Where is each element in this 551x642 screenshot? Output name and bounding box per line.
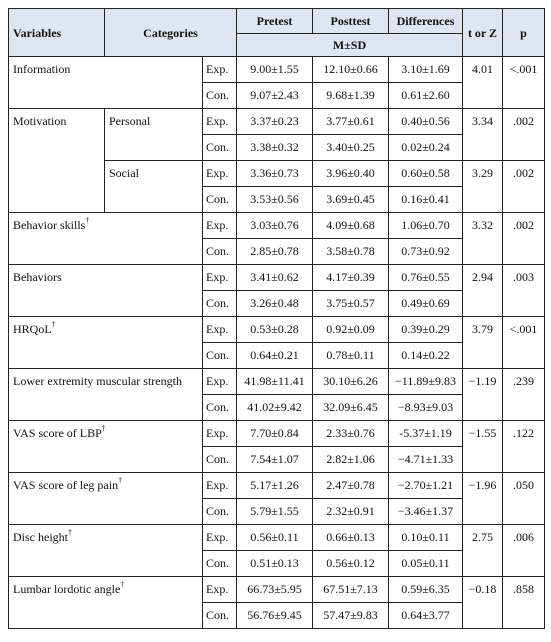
posttest-value: 0.78±0.11 bbox=[313, 343, 389, 369]
table-body bbox=[9, 57, 545, 629]
difference-value: −4.71±1.33 bbox=[389, 447, 463, 473]
table-row bbox=[9, 317, 545, 343]
variable-cell bbox=[9, 421, 203, 473]
difference-value: 0.40±0.56 bbox=[389, 109, 463, 135]
t-or-z-value: −0.18 bbox=[463, 577, 503, 629]
group-exp-label: Exp. bbox=[203, 265, 237, 291]
difference-value: −3.46±1.37 bbox=[389, 499, 463, 525]
posttest-value: 4.09±0.68 bbox=[313, 213, 389, 239]
pretest-value: 3.53±0.56 bbox=[237, 187, 313, 213]
p-value: .003 bbox=[503, 265, 545, 317]
header-row bbox=[9, 9, 545, 34]
group-exp-label: Exp. bbox=[203, 525, 237, 551]
pretest-value: 0.64±0.21 bbox=[237, 343, 313, 369]
group-exp-label: Exp. bbox=[203, 369, 237, 395]
posttest-value: 12.10±0.66 bbox=[313, 57, 389, 83]
variable-cell bbox=[9, 525, 203, 577]
pretest-value: 3.26±0.48 bbox=[237, 291, 313, 317]
p-value: .006 bbox=[503, 525, 545, 577]
table-row bbox=[9, 213, 545, 239]
header-variables: Variables bbox=[9, 9, 105, 57]
variable-label: Disc height bbox=[13, 530, 68, 544]
table-row bbox=[9, 473, 545, 499]
posttest-value: 0.66±0.13 bbox=[313, 525, 389, 551]
variable-label: HRQoL bbox=[13, 322, 52, 336]
pretest-value: 3.03±0.76 bbox=[237, 213, 313, 239]
difference-value: -5.37±1.19 bbox=[389, 421, 463, 447]
t-or-z-value: 2.94 bbox=[463, 265, 503, 317]
group-con-label: Con. bbox=[203, 447, 237, 473]
t-or-z-value: −1.55 bbox=[463, 421, 503, 473]
t-or-z-value: 2.75 bbox=[463, 525, 503, 577]
group-exp-label: Exp. bbox=[203, 57, 237, 83]
difference-value: 0.16±0.41 bbox=[389, 187, 463, 213]
difference-value: −11.89±9.83 bbox=[389, 369, 463, 395]
posttest-value: 30.10±6.26 bbox=[313, 369, 389, 395]
pretest-value: 56.76±9.45 bbox=[237, 603, 313, 629]
group-con-label: Con. bbox=[203, 551, 237, 577]
p-value: .239 bbox=[503, 369, 545, 421]
pretest-value: 3.37±0.23 bbox=[237, 109, 313, 135]
dagger-footnote-mark: † bbox=[51, 320, 56, 329]
variable-cell bbox=[9, 317, 203, 369]
header-t-or-z: t or Z bbox=[463, 9, 503, 57]
group-exp-label: Exp. bbox=[203, 161, 237, 187]
variable-label: Behavior skills bbox=[13, 218, 86, 232]
dagger-footnote-mark: † bbox=[85, 216, 90, 225]
table-row bbox=[9, 57, 545, 83]
pretest-value: 9.07±2.43 bbox=[237, 83, 313, 109]
group-con-label: Con. bbox=[203, 395, 237, 421]
variable-cell bbox=[9, 369, 203, 421]
posttest-value: 67.51±7.13 bbox=[313, 577, 389, 603]
dagger-footnote-mark: † bbox=[120, 580, 125, 589]
variable-cell bbox=[9, 213, 203, 265]
dagger-footnote-mark: † bbox=[118, 476, 123, 485]
header-posttest: Posttest bbox=[313, 9, 389, 34]
p-value: <.001 bbox=[503, 317, 545, 369]
difference-value: 0.14±0.22 bbox=[389, 343, 463, 369]
variable-label: Information bbox=[13, 62, 71, 76]
difference-value: −8.93±9.03 bbox=[389, 395, 463, 421]
p-value: .858 bbox=[503, 577, 545, 629]
pretest-value: 3.41±0.62 bbox=[237, 265, 313, 291]
pretest-value: 41.98±11.41 bbox=[237, 369, 313, 395]
difference-value: 0.64±3.77 bbox=[389, 603, 463, 629]
variable-cell bbox=[9, 473, 203, 525]
pretest-value: 2.85±0.78 bbox=[237, 239, 313, 265]
group-con-label: Con. bbox=[203, 239, 237, 265]
pretest-value: 0.53±0.28 bbox=[237, 317, 313, 343]
pretest-value: 41.02±9.42 bbox=[237, 395, 313, 421]
table-row bbox=[9, 265, 545, 291]
difference-value: 0.61±2.60 bbox=[389, 83, 463, 109]
pretest-value: 7.54±1.07 bbox=[237, 447, 313, 473]
group-exp-label: Exp. bbox=[203, 473, 237, 499]
header-pretest: Pretest bbox=[237, 9, 313, 34]
difference-value: 1.06±0.70 bbox=[389, 213, 463, 239]
posttest-value: 2.32±0.91 bbox=[313, 499, 389, 525]
difference-value: 0.60±0.58 bbox=[389, 161, 463, 187]
group-exp-label: Exp. bbox=[203, 109, 237, 135]
variable-label: Lumbar lordotic angle bbox=[13, 582, 121, 596]
subcategory-cell: Social bbox=[105, 161, 203, 213]
pretest-value: 0.51±0.13 bbox=[237, 551, 313, 577]
variable-label: Motivation bbox=[13, 114, 67, 128]
difference-value: −2.70±1.21 bbox=[389, 473, 463, 499]
pretest-value: 5.79±1.55 bbox=[237, 499, 313, 525]
difference-value: 0.10±0.11 bbox=[389, 525, 463, 551]
dagger-footnote-mark: † bbox=[101, 424, 106, 433]
group-con-label: Con. bbox=[203, 291, 237, 317]
p-value: .050 bbox=[503, 473, 545, 525]
variable-cell bbox=[9, 57, 203, 109]
p-value: .002 bbox=[503, 161, 545, 213]
posttest-value: 57.47±9.83 bbox=[313, 603, 389, 629]
posttest-value: 9.68±1.39 bbox=[313, 83, 389, 109]
difference-value: 0.59±6.35 bbox=[389, 577, 463, 603]
posttest-value: 2.47±0.78 bbox=[313, 473, 389, 499]
variable-cell bbox=[9, 109, 105, 213]
group-con-label: Con. bbox=[203, 343, 237, 369]
pretest-value: 3.38±0.32 bbox=[237, 135, 313, 161]
header-differences: Differences bbox=[389, 9, 463, 34]
p-value: .002 bbox=[503, 213, 545, 265]
group-exp-label: Exp. bbox=[203, 213, 237, 239]
difference-value: 3.10±1.69 bbox=[389, 57, 463, 83]
pretest-value: 5.17±1.26 bbox=[237, 473, 313, 499]
variable-label: Lower extremity muscular strength bbox=[13, 374, 182, 388]
variable-cell bbox=[9, 577, 203, 629]
group-exp-label: Exp. bbox=[203, 577, 237, 603]
dagger-footnote-mark: † bbox=[68, 528, 72, 537]
difference-value: 0.05±0.11 bbox=[389, 551, 463, 577]
group-con-label: Con. bbox=[203, 83, 237, 109]
difference-value: 0.02±0.24 bbox=[389, 135, 463, 161]
difference-value: 0.76±0.55 bbox=[389, 265, 463, 291]
group-exp-label: Exp. bbox=[203, 421, 237, 447]
t-or-z-value: 3.29 bbox=[463, 161, 503, 213]
variable-label: VAS score of leg pain bbox=[13, 478, 119, 492]
p-value: <.001 bbox=[503, 57, 545, 109]
pretest-value: 0.56±0.11 bbox=[237, 525, 313, 551]
posttest-value: 3.77±0.61 bbox=[313, 109, 389, 135]
posttest-value: 2.33±0.76 bbox=[313, 421, 389, 447]
group-con-label: Con. bbox=[203, 603, 237, 629]
posttest-value: 3.96±0.40 bbox=[313, 161, 389, 187]
posttest-value: 0.92±0.09 bbox=[313, 317, 389, 343]
posttest-value: 3.69±0.45 bbox=[313, 187, 389, 213]
results-table bbox=[8, 8, 545, 629]
pretest-value: 9.00±1.55 bbox=[237, 57, 313, 83]
variable-label: Behaviors bbox=[13, 270, 62, 284]
table-row bbox=[9, 525, 545, 551]
subcategory-cell: Personal bbox=[105, 109, 203, 161]
p-value: .002 bbox=[503, 109, 545, 161]
table-row bbox=[9, 421, 545, 447]
pretest-value: 3.36±0.73 bbox=[237, 161, 313, 187]
group-con-label: Con. bbox=[203, 499, 237, 525]
t-or-z-value: 3.79 bbox=[463, 317, 503, 369]
variable-cell bbox=[9, 265, 203, 317]
variable-label: VAS score of LBP bbox=[13, 426, 102, 440]
table-row bbox=[9, 109, 545, 135]
table-row bbox=[9, 577, 545, 603]
difference-value: 0.49±0.69 bbox=[389, 291, 463, 317]
difference-value: 0.39±0.29 bbox=[389, 317, 463, 343]
posttest-value: 3.40±0.25 bbox=[313, 135, 389, 161]
pretest-value: 66.73±5.95 bbox=[237, 577, 313, 603]
posttest-value: 3.58±0.78 bbox=[313, 239, 389, 265]
group-con-label: Con. bbox=[203, 187, 237, 213]
pretest-value: 7.70±0.84 bbox=[237, 421, 313, 447]
posttest-value: 4.17±0.39 bbox=[313, 265, 389, 291]
t-or-z-value: −1.19 bbox=[463, 369, 503, 421]
header-p: p bbox=[503, 9, 545, 57]
t-or-z-value: 3.34 bbox=[463, 109, 503, 161]
posttest-value: 32.09±6.45 bbox=[313, 395, 389, 421]
header-categories: Categories bbox=[105, 9, 237, 57]
table-row bbox=[9, 369, 545, 395]
header-msd: M±SD bbox=[237, 34, 463, 57]
t-or-z-value: 4.01 bbox=[463, 57, 503, 109]
posttest-value: 3.75±0.57 bbox=[313, 291, 389, 317]
p-value: .122 bbox=[503, 421, 545, 473]
difference-value: 0.73±0.92 bbox=[389, 239, 463, 265]
t-or-z-value: 3.32 bbox=[463, 213, 503, 265]
group-con-label: Con. bbox=[203, 135, 237, 161]
group-exp-label: Exp. bbox=[203, 317, 237, 343]
t-or-z-value: −1.96 bbox=[463, 473, 503, 525]
posttest-value: 0.56±0.12 bbox=[313, 551, 389, 577]
posttest-value: 2.82±1.06 bbox=[313, 447, 389, 473]
